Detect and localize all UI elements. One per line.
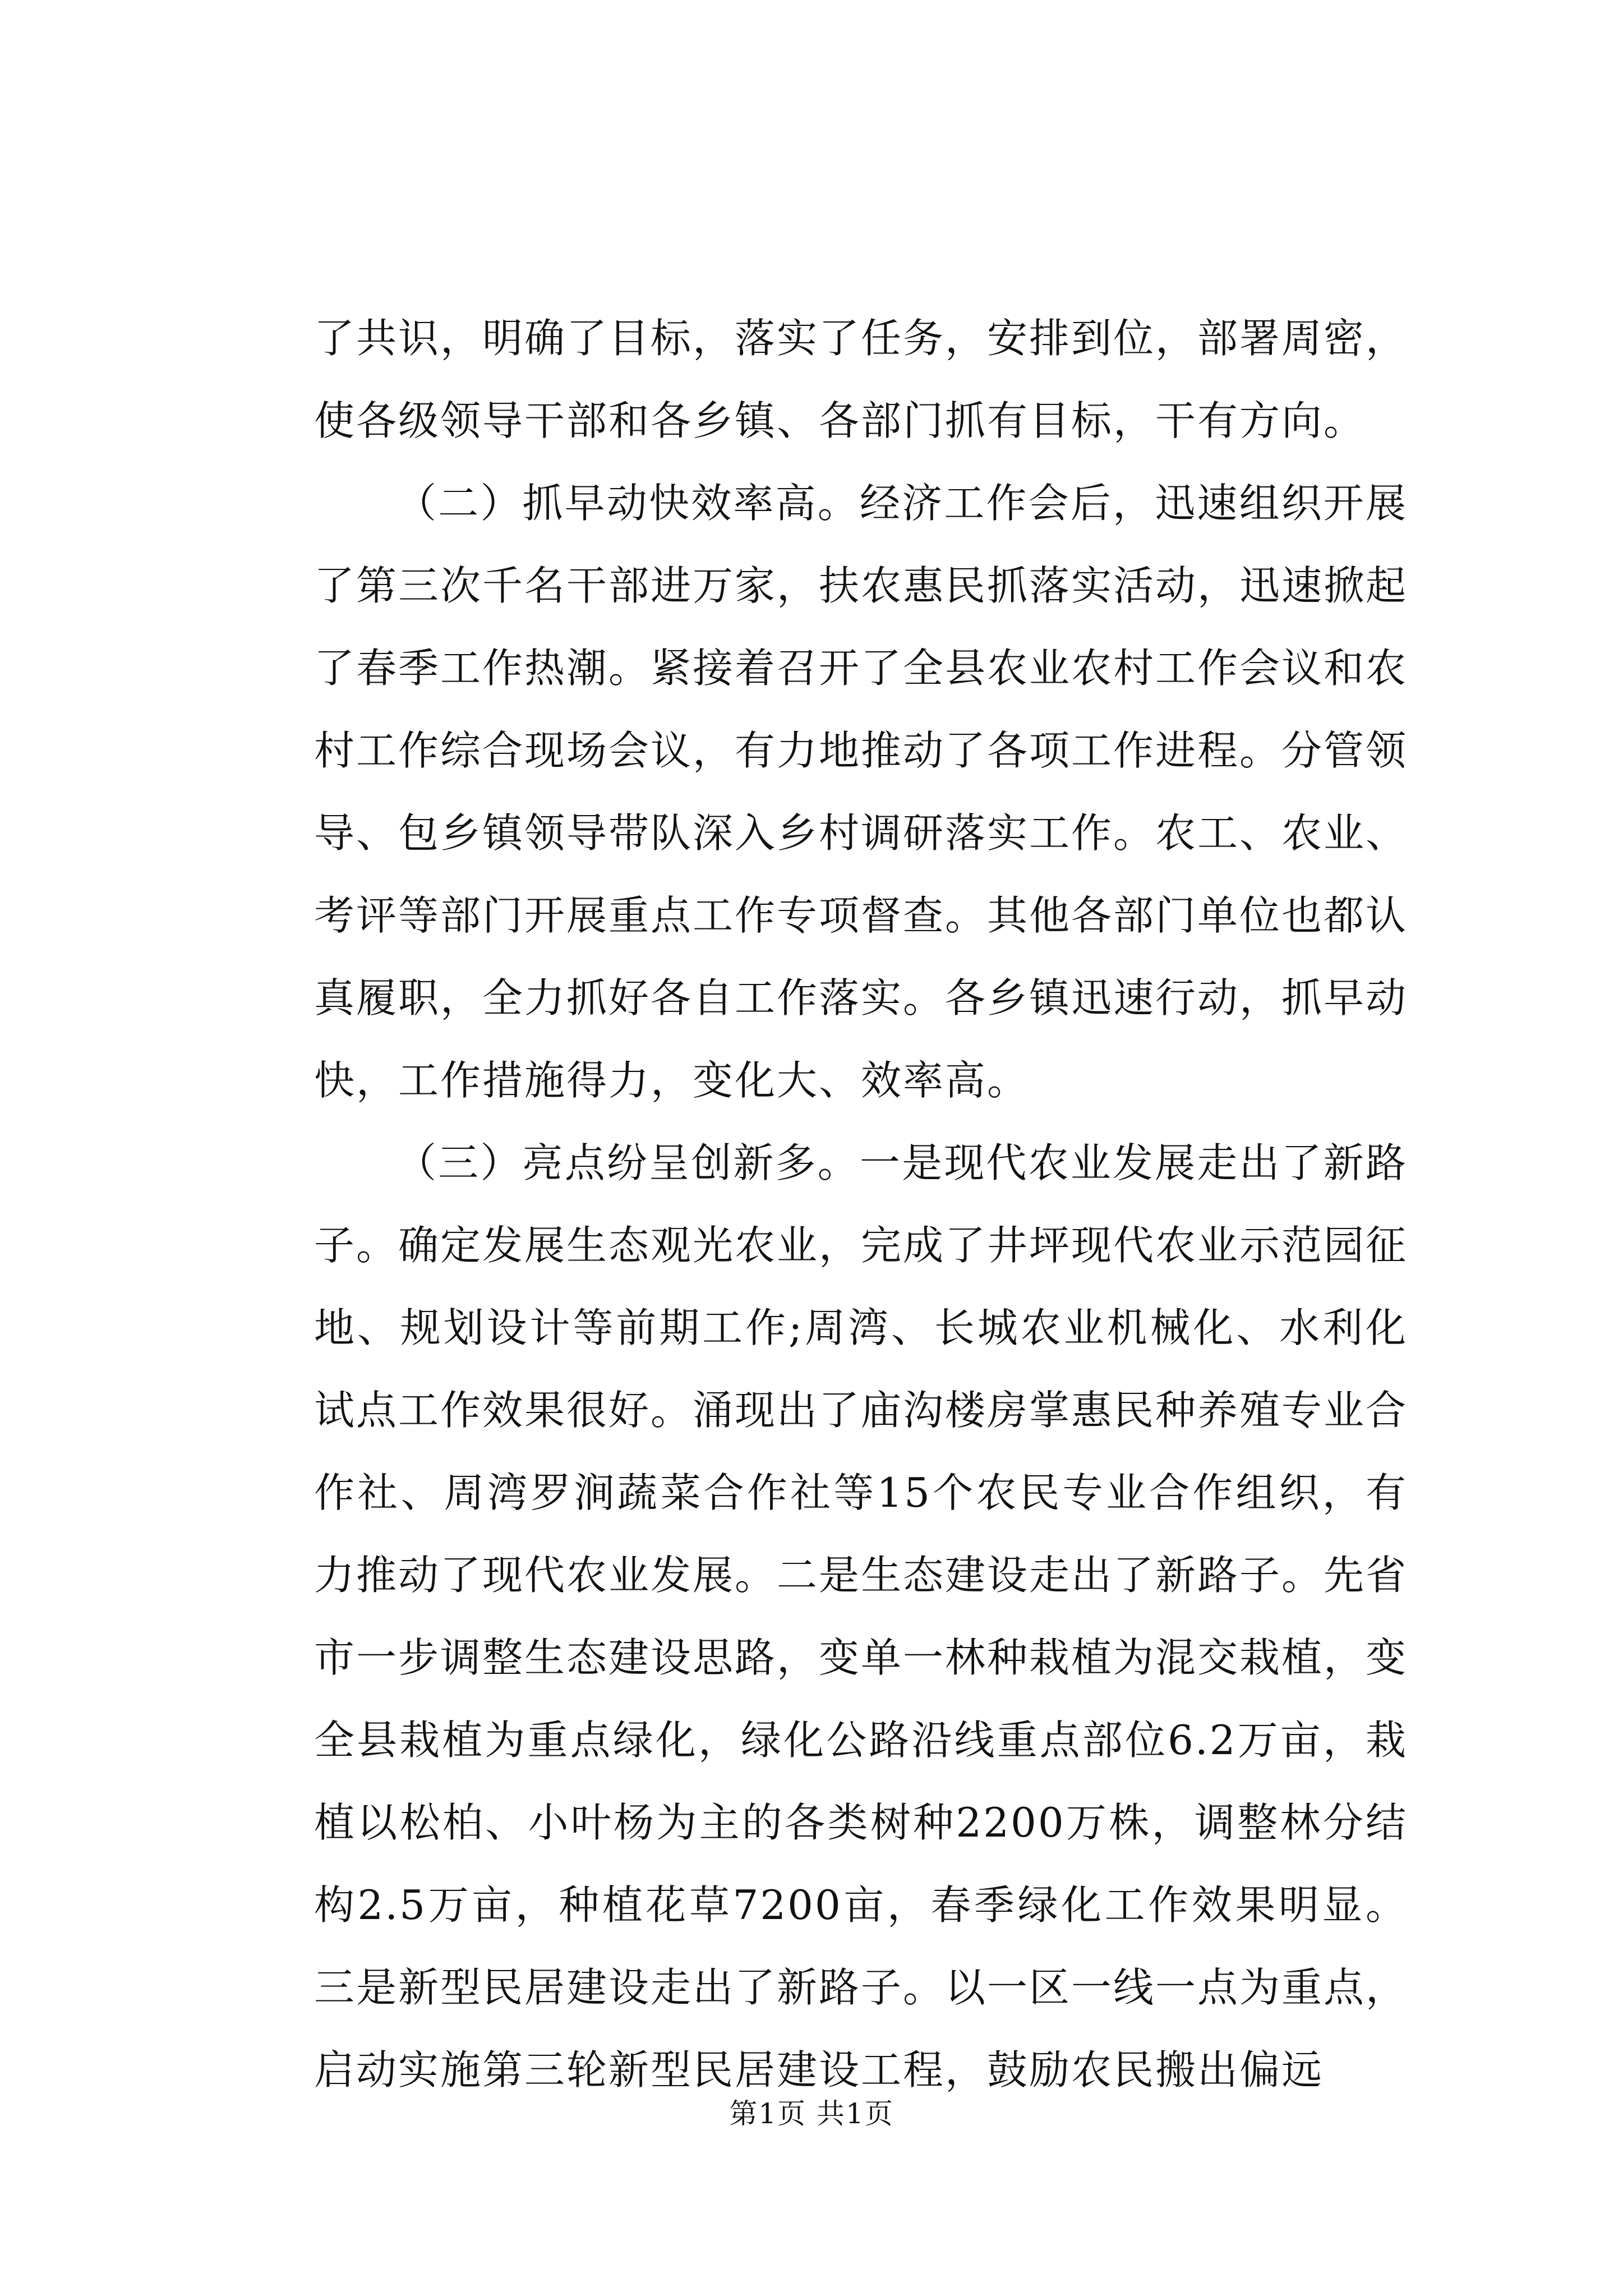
paragraph-section-two: （二）抓早动快效率高。经济工作会后，迅速组织开展了第三次千名干部进万家，扶农惠民抓落实活动，迅速掀起了春季工作热潮。紧接着召开了全县农业农村工作会议和农村工作综合现场会议，有力地推动了各项工作进程。分管领导、包乡镇领导带队深入乡村调研落实工作。农工、农业、考评等部门开展重点工作专项督查。其他各部门单位也都认真履职，全力抓好各自工作落实。各乡镇迅速行动，抓早动快，工作措施得力，变化大、效率高。: [314, 480, 1408, 1104]
page-footer: 第1页 共1页: [729, 2097, 894, 2130]
paragraph-section-three: （三）亮点纷呈创新多。一是现代农业发展走出了新路子。确定发展生态观光农业，完成了井坪现代农业示范园征地、规划设计等前期工作;周湾、长城农业机械化、水利化试点工作效果很好。涌现出了庙沟楼房掌惠民种养殖专业合作社、周湾罗涧蔬菜合作社等15个农民专业合作组织，有力推动了现代农业发展。二是生态建设走出了新路子。先省市一步调整生态建设思路，变单一林种栽植为混交栽植，变全县栽植为重点绿化，绿化公路沿线重点部位6.2万亩，栽植以松柏、小叶杨为主的各类树种2200万株，调整林分结构2.5万亩，种植花草7200亩，春季绿化工作效果明显。三是新型民居建设走出了新路子。以一区一线一点为重点，启动实施第三轮新型民居建设工程，鼓励农民搬出偏远: [314, 1139, 1408, 2093]
document-body: [314, 297, 1408, 2111]
paragraph-continuation: 了共识，明确了目标，落实了任务，安排到位，部署周密，使各级领导干部和各乡镇、各部门抓有目标，干有方向。: [314, 315, 1408, 444]
